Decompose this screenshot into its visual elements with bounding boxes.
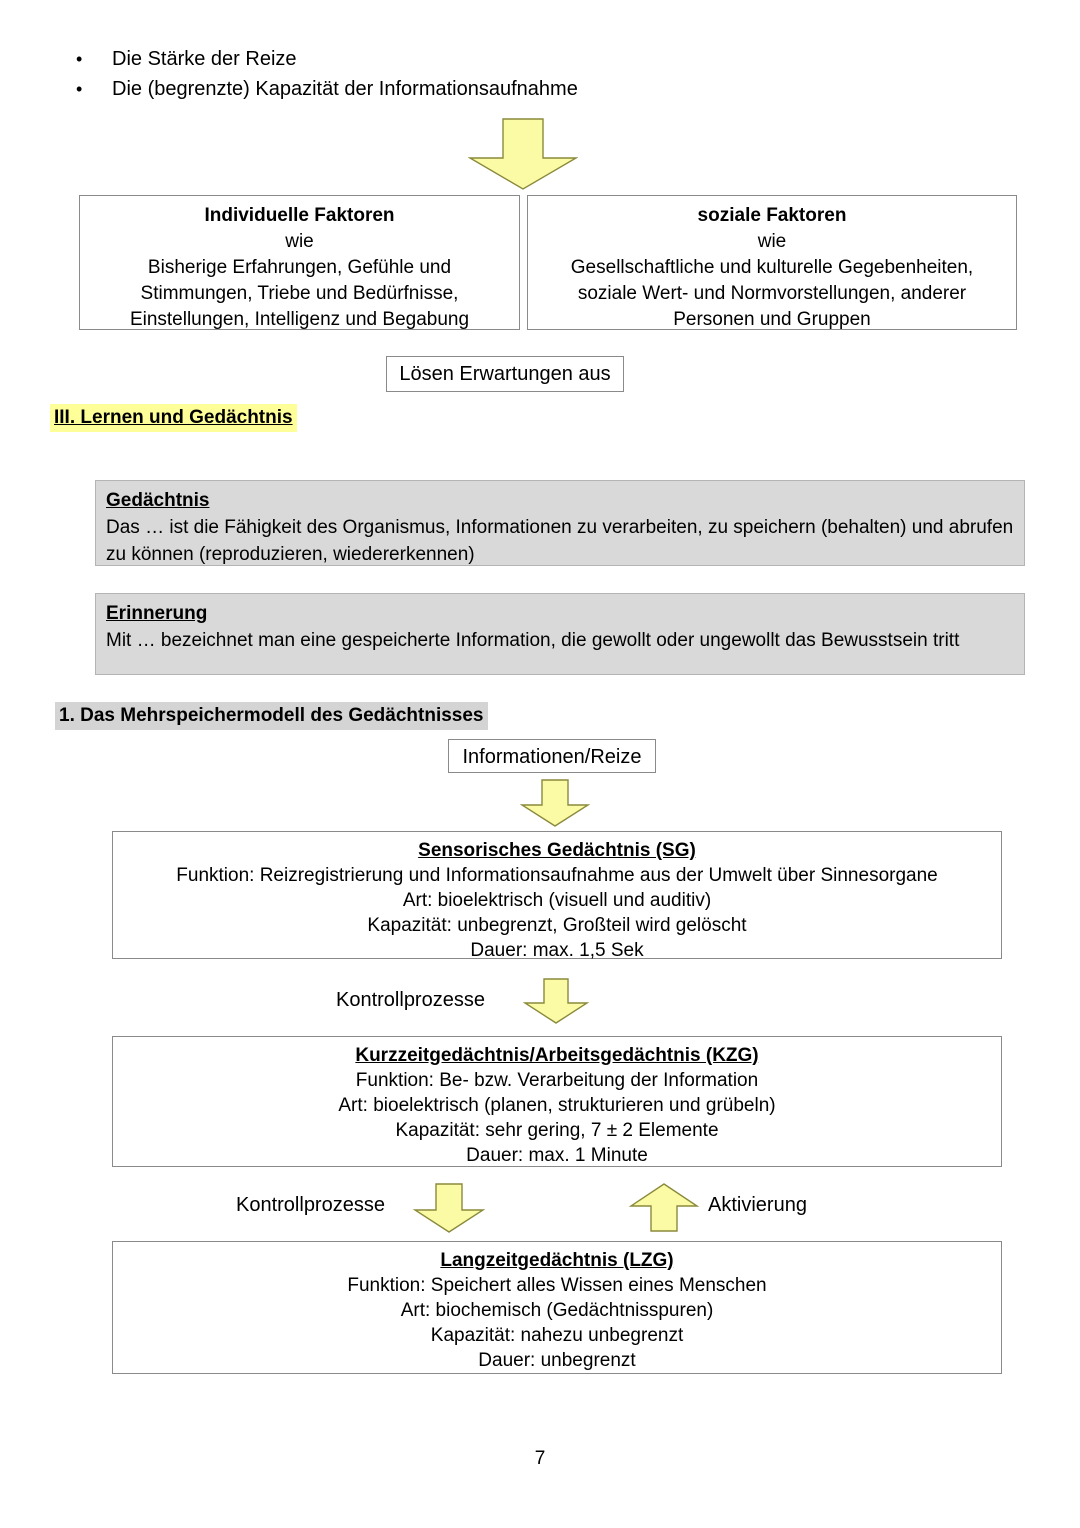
stage-art: Art: bioelektrisch (visuell und auditiv) xyxy=(402,890,712,911)
definition-term: Gedächtnis xyxy=(106,490,210,511)
stage-box-langzeitgedaechtnis xyxy=(112,1241,1002,1374)
stage-funktion: Funktion: Reizregistrierung und Informationsaufnahme aus der Umwelt über Sinnesorgane xyxy=(176,865,938,886)
social-factors-line1: Gesellschaftliche und kulturelle Gegebenheiten, xyxy=(570,257,974,278)
stage-box-sensorisches-gedaechtnis xyxy=(112,831,1002,959)
stage-funktion: Funktion: Speichert alles Wissen eines Menschen xyxy=(347,1275,767,1296)
down-arrow-icon xyxy=(523,978,589,1024)
definition-line2: und abrufen zu können (reproduzieren, wiedererkennen) xyxy=(106,517,1014,565)
down-arrow-icon xyxy=(468,118,578,190)
social-factors-title: soziale Faktoren xyxy=(697,205,847,226)
individual-factors-connector: wie xyxy=(285,231,314,252)
arrow-label-kontrollprozesse-2: Kontrollprozesse xyxy=(236,1194,385,1216)
stage-title: Sensorisches Gedächtnis (SG) xyxy=(418,840,696,861)
social-factors-box xyxy=(527,195,1017,330)
definition-box-gedaechtnis xyxy=(95,480,1025,566)
stage-title: Kurzzeitgedächtnis/Arbeitsgedächtnis (KZG) xyxy=(355,1045,759,1066)
stage-title: Langzeitgedächtnis (LZG) xyxy=(440,1250,674,1271)
list-item xyxy=(62,44,962,74)
stage-box-kurzzeitgedaechtnis xyxy=(112,1036,1002,1167)
up-arrow-icon xyxy=(629,1183,699,1233)
bullet-text: Die Stärke der Reize xyxy=(112,48,297,70)
down-arrow-icon xyxy=(413,1183,485,1233)
definition-box-erinnerung xyxy=(95,593,1025,675)
definition-line2: Bewusstsein tritt xyxy=(821,630,960,651)
individual-factors-line1: Bisherige Erfahrungen, Gefühle und xyxy=(147,257,452,278)
individual-factors-title: Individuelle Faktoren xyxy=(204,205,395,226)
social-factors-line2: soziale Wert- und Normvorstellungen, anderer xyxy=(577,283,967,304)
stage-kapazitaet: Kapazität: unbegrenzt, Großteil wird gelöscht xyxy=(367,915,747,936)
bullet-list xyxy=(62,44,962,104)
arrow-label-kontrollprozesse-1: Kontrollprozesse xyxy=(336,989,485,1011)
social-factors-line3: Personen und Gruppen xyxy=(673,309,871,330)
individual-factors-box xyxy=(79,195,520,330)
definition-term: Erinnerung xyxy=(106,603,208,624)
definition-line1: Das … ist die Fähigkeit des Organismus, Informationen zu verarbeiten, zu speichern (behalten) xyxy=(106,517,907,538)
page-title-section-iii: III. Lernen und Gedächtnis xyxy=(50,404,297,432)
stage-dauer: Dauer: max. 1,5 Sek xyxy=(470,940,644,961)
arrow-label-aktivierung: Aktivierung xyxy=(708,1194,807,1216)
social-factors-connector: wie xyxy=(757,231,787,252)
page-number: 7 xyxy=(534,1448,546,1469)
stage-funktion: Funktion: Be- bzw. Verarbeitung der Information xyxy=(355,1070,759,1091)
loesen-erwartungen-box: Lösen Erwartungen aus xyxy=(386,356,624,392)
stage-art: Art: bioelektrisch (planen, strukturieren und grübeln) xyxy=(338,1095,776,1116)
stage-art: Art: biochemisch (Gedächtnisspuren) xyxy=(400,1300,714,1321)
stage-kapazitaet: Kapazität: sehr gering, 7 ± 2 Elemente xyxy=(395,1120,719,1141)
bullet-text: Die (begrenzte) Kapazität der Informationsaufnahme xyxy=(112,78,578,100)
individual-factors-line3: Einstellungen, Intelligenz und Begabung xyxy=(129,309,470,330)
definition-line1: Mit … bezeichnet man eine gespeicherte Information, die gewollt oder ungewollt das xyxy=(106,630,816,651)
stage-dauer: Dauer: unbegrenzt xyxy=(478,1350,636,1371)
stage-dauer: Dauer: max. 1 Minute xyxy=(466,1145,648,1166)
down-arrow-icon xyxy=(520,779,590,827)
stage-kapazitaet: Kapazität: nahezu unbegrenzt xyxy=(430,1325,684,1346)
individual-factors-line2: Stimmungen, Triebe und Bedürfnisse, xyxy=(140,283,459,304)
subsection-title-mehrspeichermodell: 1. Das Mehrspeichermodell des Gedächtnisses xyxy=(55,702,488,730)
list-item xyxy=(62,74,962,104)
informationen-reize-box: Informationen/Reize xyxy=(448,739,656,773)
